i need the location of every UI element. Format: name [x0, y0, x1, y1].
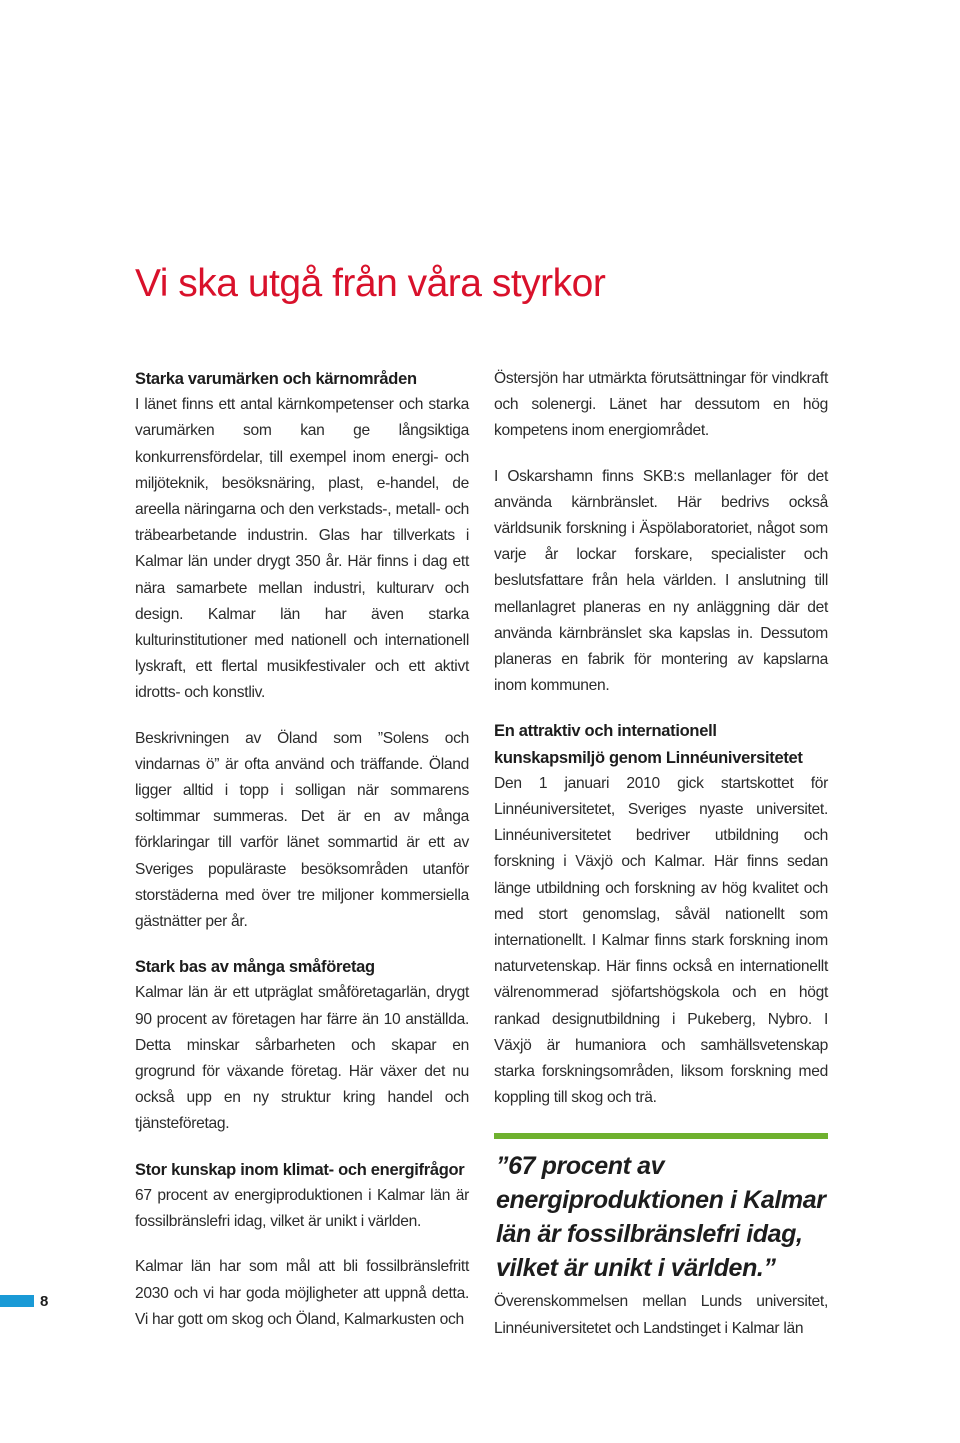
paragraph-oskarshamn: I Oskarshamn finns SKB:s mellanlager för det använda kärnbränslet. Här bedrivs också världsunik forskning i Äspölaboratoriet, något som varje år lockar forskare, specialister och beslutsfattare från hela världen. I anslutning till mellanlagret planeras en ny anläggning där det använda kärnbränslet ska kapslas in. Dessutom planeras en fabrik för montering av kapslarna inom kommunen. — [494, 467, 828, 695]
paragraph-energi: 67 procent av energiproduktionen i Kalmar län är fossilbränslefri idag, vilket är unikt i världen. — [135, 1186, 469, 1231]
heading-varumarken: Starka varumärken och kärnområden — [135, 370, 417, 388]
paragraph-overenskommelse: Överenskommelsen mellan Lunds universitet, Linnéuniversitetet och Landstinget i Kalmar län — [494, 1293, 828, 1337]
heading-klimat: Stor kunskap inom klimat- och energifrågor — [135, 1160, 465, 1179]
pull-quote — [494, 1133, 828, 1341]
page-title: Vi ska utgå från våra styrkor — [135, 262, 606, 305]
paragraph-oland: Beskrivningen av Öland som ”Solens och vindarnas ö” är ofta använd och träffande. Öland ligger alltid i topp i solligan när sommarens soltimmar summeras. Det är en av många förklaringar till varför länet sommartid är ett av Sveriges populäraste besöksområden utanför storstäderna med över tre miljoner kommersiella gästnätter per år. — [135, 729, 469, 931]
page-number — [0, 1288, 48, 1314]
paragraph-ostersjon: Östersjön har utmärkta förutsättningar för vindkraft och solenergi. Länet har dessutom en hög kompetens inom energiområdet. — [494, 370, 828, 440]
heading-smaforetag: Stark bas av många småföretag — [135, 958, 375, 977]
right-column — [494, 366, 828, 1361]
heading-linneuniversitetet: En attraktiv och internationell kunskapsmiljö genom Linnéuniversitetet — [494, 722, 803, 767]
left-column — [135, 366, 469, 1352]
quote-bar — [494, 1133, 828, 1139]
paragraph-varumarken: I länet finns ett antal kärnkompetenser och starka varumärken som kan ge långsiktiga konkurrensfördelar, till exempel inom energi- och miljöteknik, besöksnäring, plast, e-handel, de areella näringarna och den verkstads-, metall- och träbearbetande industrin. Glas har tillverkats i Kalmar län under drygt 350 år. Här finns i dag ett nära samarbete mellan industri, kulturarv och design. Kalmar län har även starka kulturinstitutioner med nationell och internationell lyskraft, ett flertal musikfestivaler och ett aktivt idrotts- och konstliv. — [135, 396, 469, 702]
paragraph-fossilfritt: Kalmar län har som mål att bli fossilbränslefritt 2030 och vi har goda möjligheter att uppnå detta. Vi har gott om skog och Öland, Kalmarkusten och — [135, 1258, 469, 1328]
paragraph-linneuniversitetet: Den 1 januari 2010 gick startskottet för Linnéuniversitetet, Sveriges nyaste universitet. Linnéuniversitetet bedriver utbildning och forskning i Växjö och Kalmar. Här finns sedan länge utbildning och forskning av hög kvalitet och med stort genomslag, såväl nationellt som internationellt. I Kalmar finns stark forskning inom naturvetenskap. Här finns också en internationellt välrenommerad sjöfartshögskola och en högt rankad designutbildning i Pukeberg, Nybro. I Växjö är humaniora och samhällsvetenskap starka forskningsområden, liksom forskning med koppling till skog och trä. — [494, 774, 828, 1107]
page-number-text: 8 — [40, 1292, 49, 1310]
quote-text: ”67 procent av energiproduktionen i Kalmar län är fossilbränslefri idag, vilket är unikt i världen.” — [496, 1152, 826, 1283]
paragraph-smaforetag: Kalmar län är ett utpräglat småföretagarlän, drygt 90 procent av företagen har färre än 10 anställda. Detta minskar sårbarheten och skapar en grogrund för växande företag. Här växer det nu också upp en ny struktur kring handel och tjänsteföretag. — [135, 984, 469, 1133]
page-marker — [0, 1295, 34, 1307]
